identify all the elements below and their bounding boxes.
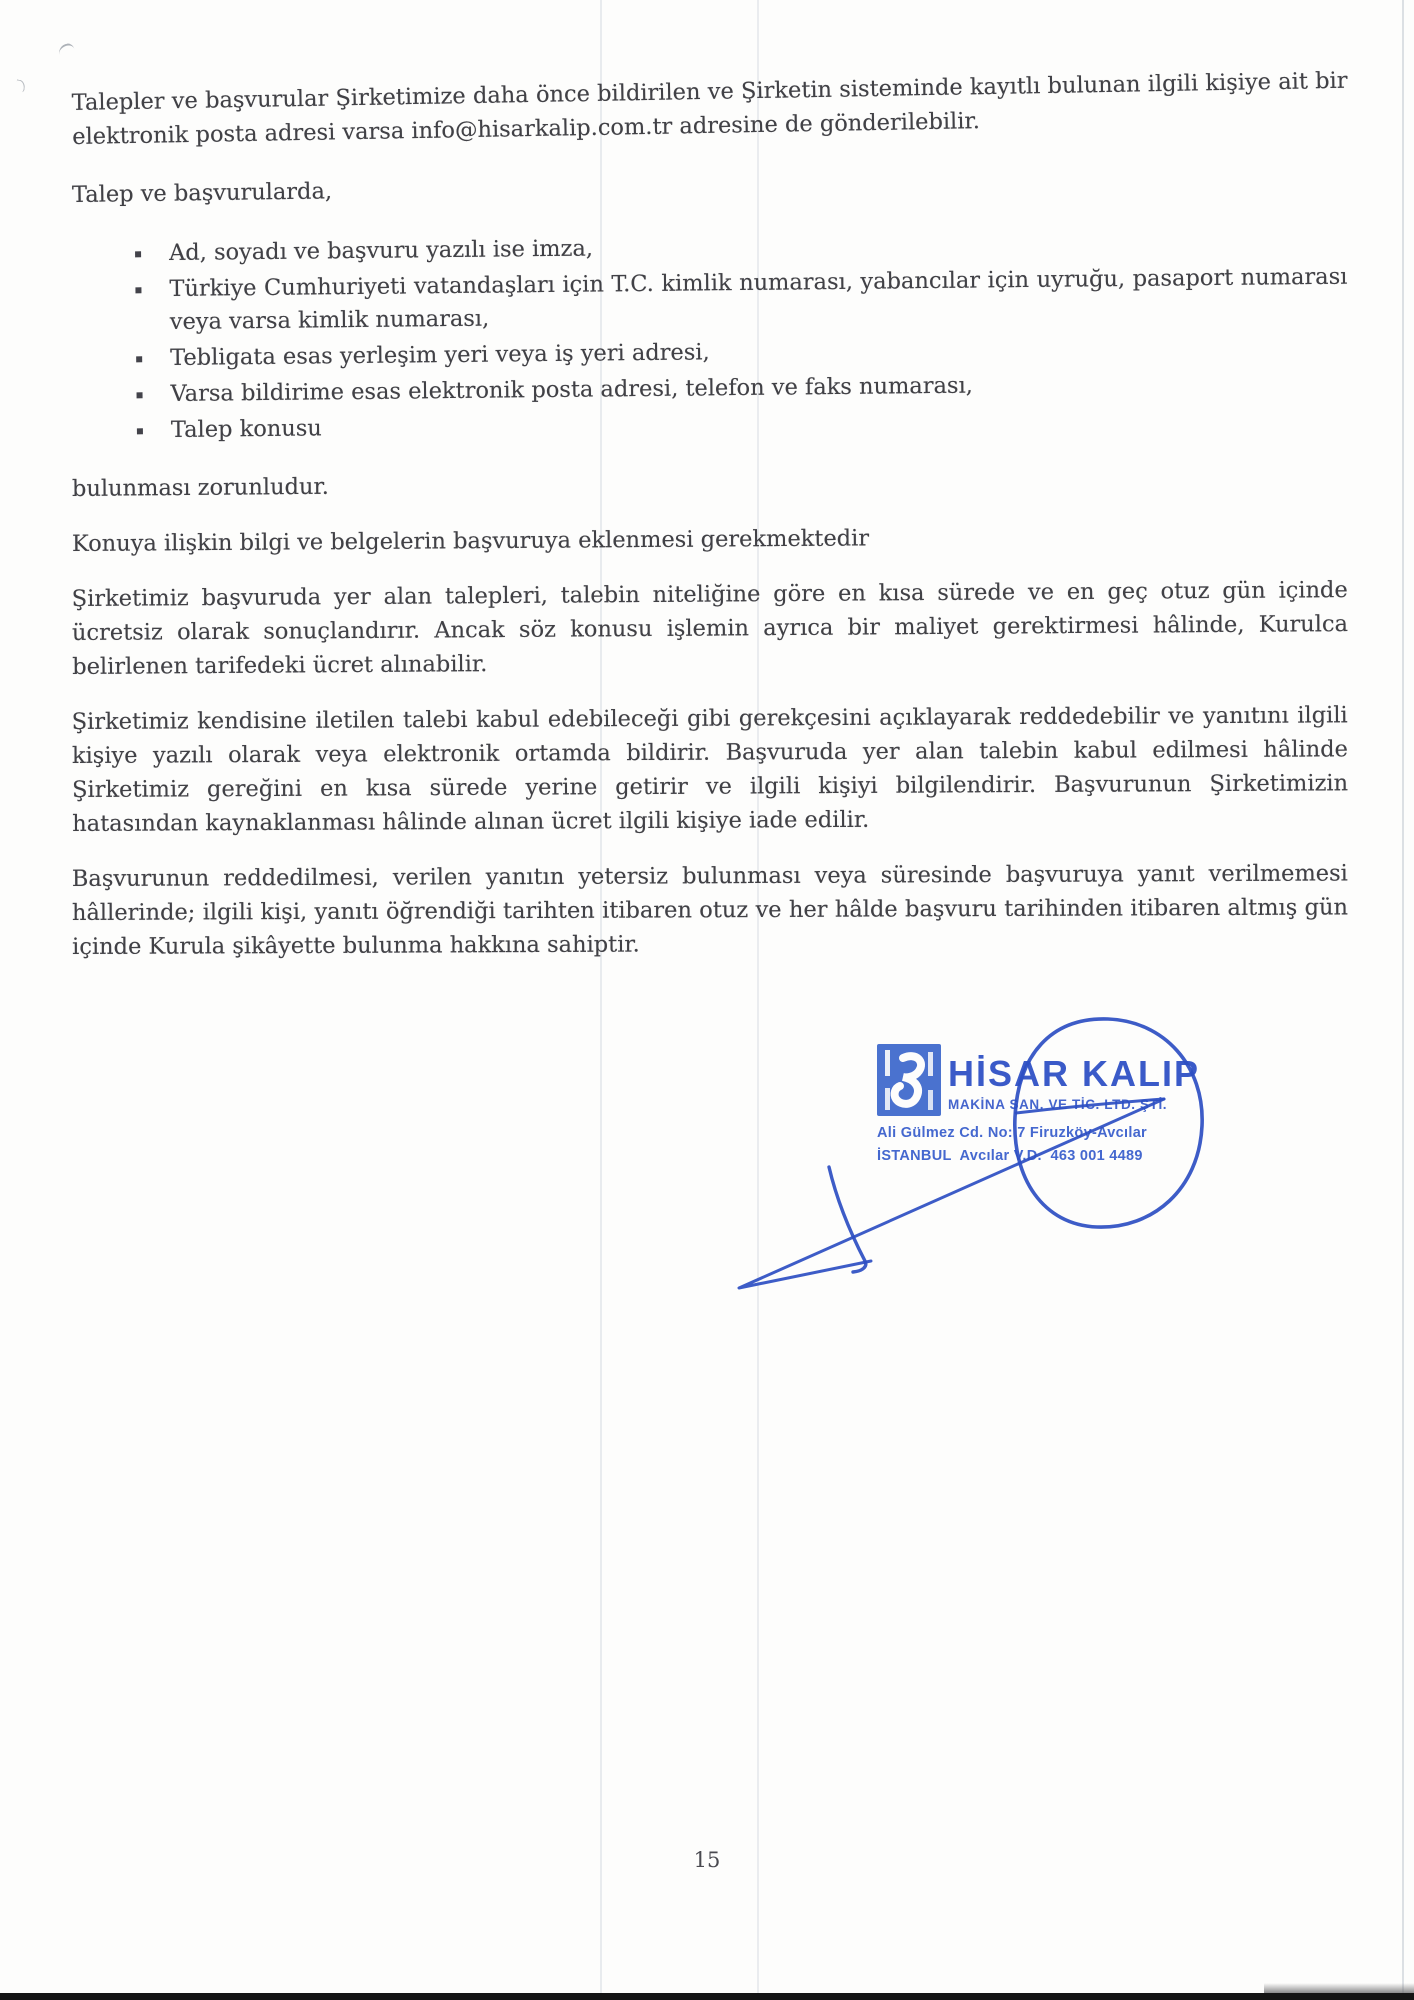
list-item <box>135 261 1348 340</box>
company-stamp <box>877 1044 1201 1167</box>
paragraph-complaint-right: Başvurunun reddedilmesi, verilen yanıtın yetersiz bulunması veya süresinde başvuruya yanıt verilmemesi hâllerinde; ilgili kişi, yanıtı öğrendiği tarihten itibaren otuz ve her hâlde başvuru tarihinden itibaren altmış gün içinde Kurula şikâyette bulunma hakkına sahiptir. <box>71 860 1349 960</box>
paragraph-accept-reject: Şirketimiz kendisine iletilen talebi kabul edebileceği gibi gerekçesini açıklayarak reddedebilir ve yanıtını ilgili kişiye yazılı olarak veya elektronik ortamda bildirir. Başvuruda yer alan talebin kabul edilmesi hâlinde Şirketimiz gereğini en kısa sürede yerine getirir ve ilgili kişiyi bilgilendirir. Başvurunun Şirketimizin hatasından kaynaklanması hâlinde alınan ücret ilgili kişiye iade edilir. <box>71 702 1349 837</box>
list-item-text: Varsa bildirime esas elektronik posta adresi, telefon ve faks numarası, <box>170 372 973 407</box>
scan-speck <box>15 79 26 92</box>
list-item-text: Tebligata esas yerleşim yeri veya iş yeri adresi, <box>170 339 710 371</box>
paragraph-response-time: Şirketimiz başvuruda yer alan talepleri, talebin niteliğine göre en kısa sürede ve en geç otuz gün içinde ücretsiz olarak sonuçlandırır. Ancak söz konusu işlemin ayrıca bir maliyet gerektirmesi hâlinde, Kurulca belirlenen tarifedeki ücret alınabilir. <box>71 577 1349 680</box>
paragraph-heading: Talep ve başvurularda, <box>71 178 333 208</box>
bullet-square-icon <box>136 356 142 362</box>
list-item-text: Türkiye Cumhuriyeti vatandaşları için T.C. kimlik numarası, yabancılar için uyruğu, pasaport numarası veya varsa kimlik numarası, <box>169 263 1348 335</box>
bullet-square-icon <box>135 287 141 293</box>
paragraph-intro: Talepler ve başvurular Şirketimize daha önce bildirilen ve Şirketin sisteminde kayıtlı bulunan ilgili kişiye ait bir elektronik posta adresi varsa info@hisarkalip.com.tr adresine de gönderilebilir. <box>71 67 1348 150</box>
document-body <box>71 67 1349 985</box>
stamp-company-name: HİSAR KALIP <box>948 1053 1201 1094</box>
stamp-address-line2: İSTANBUL Avcılar V.D. 463 001 4489 <box>877 1148 1143 1164</box>
list-item-text: Talep konusu <box>170 415 322 443</box>
stamp-text-top <box>948 1044 1200 1112</box>
requirement-list <box>71 225 1349 448</box>
scan-edge-strip <box>0 1993 1414 2000</box>
paragraph-attachments: Konuya ilişkin bilgi ve belgelerin başvuruya eklenmesi gerekmektedir <box>71 525 870 557</box>
bullet-square-icon <box>135 251 141 257</box>
paragraph-mandatory: bulunması zorunludur. <box>71 473 329 502</box>
page-number: 15 <box>693 1848 721 1872</box>
company-logo-icon <box>877 1044 941 1116</box>
stamp-company-type: MAKİNA SAN. VE TİC. LTD. ŞTİ. <box>948 1097 1168 1112</box>
scan-artifact-line <box>1402 0 1404 2000</box>
scan-speck <box>57 42 75 55</box>
stamp-address-line1: Ali Gülmez Cd. No: 7 Firuzköy-Avcılar <box>877 1125 1147 1141</box>
list-item-text: Ad, soyadı ve başvuru yazılı ise imza, <box>168 235 594 266</box>
scan-edge-shade <box>1264 1983 1414 1993</box>
bullet-square-icon <box>137 428 143 434</box>
bullet-square-icon <box>137 392 143 398</box>
